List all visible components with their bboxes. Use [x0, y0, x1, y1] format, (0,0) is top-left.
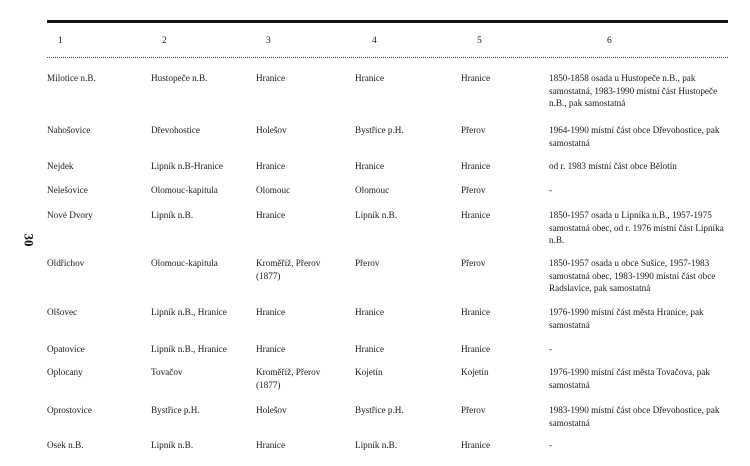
table-cell-col2: Lipník n.B.	[151, 210, 194, 220]
table-cell-col2: Tovačov	[151, 367, 183, 377]
table-cell-col4: Hranice	[355, 307, 385, 317]
table-cell-col1: Milotice n.B.	[47, 73, 96, 83]
table-cell-col1: Opatovice	[47, 344, 85, 354]
table-cell-col3: Hranice	[256, 73, 286, 83]
table-cell-col4: Hranice	[355, 344, 385, 354]
column-header-4: 4	[372, 36, 377, 46]
table-cell-col5: Přerov	[461, 125, 486, 135]
table-cell-col2: Olomouc-kapitula	[151, 185, 218, 195]
table-cell-col5: Hranice	[461, 344, 491, 354]
table-cell-col6: -	[549, 440, 553, 450]
table-cell-col3: Holešov	[256, 405, 287, 415]
column-header-6: 6	[607, 36, 612, 46]
table-cell-col6: 1850-1957 osada u Lipníka n.B., 1957-1975 samostatná obec, od r. 1976 místní část Lipníka n.B.	[549, 210, 724, 245]
table-cell-col6: 1964-1990 místní část obce Dřevohostice, pak samostatná	[549, 125, 720, 148]
table-cell-col4: Bystřice p.H.	[355, 405, 404, 415]
table-cell-col1: Olšovec	[47, 307, 78, 317]
top-rule	[47, 20, 728, 23]
table-cell-col6: -	[549, 344, 553, 354]
table-cell-col1: Nejdek	[47, 161, 74, 171]
table-cell-col2: Hustopeče n.B.	[151, 73, 208, 83]
table-cell-col5: Hranice	[461, 440, 491, 450]
page-number: 30	[21, 233, 37, 247]
table-cell-col5: Hranice	[461, 307, 491, 317]
table-cell-col6: 1976-1990 místní část města Hranice, pak samostatná	[549, 307, 704, 330]
table-cell-col5: Přerov	[461, 258, 486, 268]
table-cell-col6: 1850-1957 osada u obce Sušice, 1957-1983 samostatná obec, 1983-1990 místní část obce Radslavice, pak samostatná	[549, 258, 716, 293]
table-cell-col5: Kojetín	[461, 367, 489, 377]
table-cell-col4: Bystřice p.H.	[355, 125, 404, 135]
table-cell-col3: Olomouc	[256, 185, 291, 195]
table-cell-col1: Nelešovice	[47, 185, 88, 195]
column-header-3: 3	[266, 36, 271, 46]
table-cell-col6: od r. 1983 místní část obce Bělotín	[549, 161, 677, 171]
table-cell-col3: Hranice	[256, 210, 286, 220]
table-cell-col1: Osek n.B.	[47, 440, 84, 450]
table-cell-col5: Přerov	[461, 185, 486, 195]
table-cell-col2: Bystřice p.H.	[151, 405, 200, 415]
table-cell-col2: Dřevohostice	[151, 125, 200, 135]
table-cell-col4: Lipník n.B.	[355, 440, 398, 450]
table-cell-col5: Hranice	[461, 73, 491, 83]
table-cell-col4: Olomouc	[355, 185, 390, 195]
table-cell-col6: 1976-1990 místní část města Tovačova, pak samostatná	[549, 367, 710, 390]
table-cell-col6: 1983-1990 místní část obce Dřevohostice, pak samostatná	[549, 405, 720, 428]
table-cell-col6: 1850-1858 osada u Hustopeče n.B., pak samostatná, 1983-1990 místní část Hustopeče n.B., pak samostatná	[549, 73, 718, 108]
table-cell-col4: Hranice	[355, 73, 385, 83]
table-cell-col1: Oldřichov	[47, 258, 85, 268]
table-cell-col2: Lipník n.B., Hranice	[151, 344, 227, 354]
table-cell-col5: Hranice	[461, 161, 491, 171]
header-divider	[47, 57, 728, 58]
table-cell-col3: Kroměříž, Přerov (1877)	[256, 367, 321, 390]
table-cell-col2: Lipník n.B-Hranice	[151, 161, 223, 171]
table-cell-col1: Nové Dvory	[47, 210, 93, 220]
column-header-2: 2	[162, 36, 167, 46]
table-cell-col3: Hranice	[256, 161, 286, 171]
table-cell-col2: Lipník n.B., Hranice	[151, 307, 227, 317]
table-cell-col4: Hranice	[355, 161, 385, 171]
table-cell-col3: Kroměříž, Přerov (1877)	[256, 258, 321, 281]
table-cell-col1: Oprostovice	[47, 405, 92, 415]
table-cell-col3: Holešov	[256, 125, 287, 135]
table-cell-col6: -	[549, 185, 553, 195]
column-header-1: 1	[58, 36, 63, 46]
table-cell-col3: Hranice	[256, 440, 286, 450]
table-cell-col2: Lipník n.B.	[151, 440, 194, 450]
table-cell-col5: Přerov	[461, 405, 486, 415]
table-cell-col5: Hranice	[461, 210, 491, 220]
table-cell-col2: Olomouc-kapitula	[151, 258, 218, 268]
table-cell-col3: Hranice	[256, 307, 286, 317]
table-cell-col3: Hranice	[256, 344, 286, 354]
table-cell-col1: Nahošovice	[47, 125, 91, 135]
column-header-5: 5	[477, 36, 482, 46]
table-cell-col4: Kojetín	[355, 367, 383, 377]
table-cell-col1: Oplocany	[47, 367, 83, 377]
table-cell-col4: Přerov	[355, 258, 380, 268]
table-cell-col4: Lipník n.B.	[355, 210, 398, 220]
